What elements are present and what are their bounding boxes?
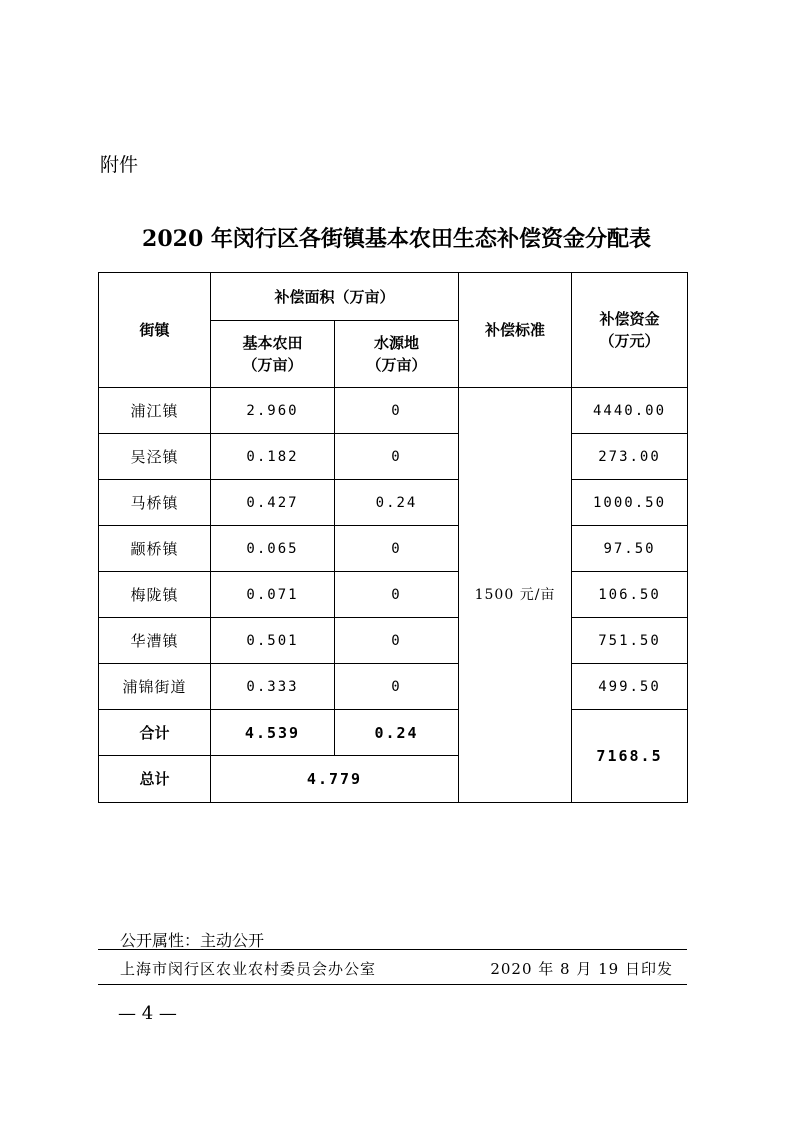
header-farmland-unit: （万亩）: [242, 356, 303, 374]
issuer: 上海市闵行区农业农村委员会办公室: [120, 960, 377, 978]
table-row: [99, 618, 688, 664]
allocation-table: [98, 272, 688, 803]
footer-divider-bottom: [98, 984, 687, 985]
cell-town: 浦江镇: [99, 388, 211, 434]
cell-farmland: 0.333: [211, 664, 335, 710]
cell-town: 梅陇镇: [99, 572, 211, 618]
cell-water: 0.24: [335, 480, 459, 526]
footer-divider-top: [98, 949, 687, 950]
cell-funds: 97.50: [572, 526, 688, 572]
header-farmland: [211, 321, 335, 388]
cell-town: 华漕镇: [99, 618, 211, 664]
cell-water: 0: [335, 434, 459, 480]
cell-funds: 499.50: [572, 664, 688, 710]
subtotal-label: 合计: [99, 710, 211, 756]
cell-water: 0: [335, 526, 459, 572]
table-row: [99, 480, 688, 526]
table-row: [99, 388, 688, 434]
header-funds-unit: （万元）: [599, 332, 660, 350]
cell-farmland: 0.065: [211, 526, 335, 572]
header-water-label: 水源地: [374, 334, 420, 352]
subtotal-water: 0.24: [335, 710, 459, 756]
cell-water: 0: [335, 664, 459, 710]
header-town: 街镇: [99, 273, 211, 388]
cell-funds: 273.00: [572, 434, 688, 480]
header-funds: [572, 273, 688, 388]
cell-standard: 1500 元/亩: [459, 388, 572, 803]
issue-date: 2020 年 8 月 19 日印发: [490, 960, 673, 978]
total-funds: 7168.5: [572, 710, 688, 803]
cell-town: 颛桥镇: [99, 526, 211, 572]
cell-town: 马桥镇: [99, 480, 211, 526]
cell-funds: 1000.50: [572, 480, 688, 526]
cell-funds: 751.50: [572, 618, 688, 664]
table-row: [99, 572, 688, 618]
subtotal-farmland: 4.539: [211, 710, 335, 756]
header-row-1: [99, 273, 688, 321]
document-title: 2020 年闵行区各街镇基本农田生态补偿资金分配表: [142, 226, 651, 252]
cell-funds: 4440.00: [572, 388, 688, 434]
cell-farmland: 0.427: [211, 480, 335, 526]
cell-farmland: 0.501: [211, 618, 335, 664]
cell-farmland: 0.071: [211, 572, 335, 618]
table-row: [99, 526, 688, 572]
cell-farmland: 0.182: [211, 434, 335, 480]
header-funds-label: 补偿资金: [599, 310, 660, 328]
cell-water: 0: [335, 618, 459, 664]
disclosure-attribute: 公开属性：主动公开: [120, 931, 265, 950]
cell-town: 吴泾镇: [99, 434, 211, 480]
subtotal-row: [99, 710, 688, 756]
cell-water: 0: [335, 388, 459, 434]
header-water: [335, 321, 459, 388]
total-area: 4.779: [211, 756, 459, 803]
page-number: — 4 —: [118, 1003, 177, 1024]
header-standard: 补偿标准: [459, 273, 572, 388]
cell-farmland: 2.960: [211, 388, 335, 434]
table-row: [99, 434, 688, 480]
total-label: 总计: [99, 756, 211, 803]
attachment-label: 附件: [100, 154, 139, 176]
header-water-unit: （万亩）: [366, 356, 427, 374]
cell-water: 0: [335, 572, 459, 618]
cell-funds: 106.50: [572, 572, 688, 618]
cell-town: 浦锦街道: [99, 664, 211, 710]
table-row: [99, 664, 688, 710]
header-area-group: 补偿面积（万亩）: [211, 273, 459, 321]
header-farmland-label: 基本农田: [242, 334, 303, 352]
